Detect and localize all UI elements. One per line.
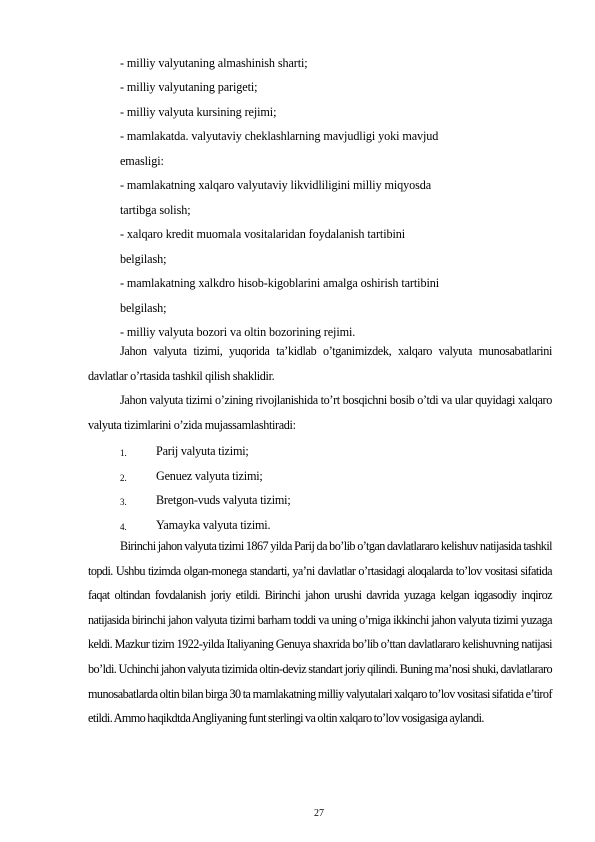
list-number: 4.	[120, 522, 127, 532]
text-line: belgilash;	[120, 301, 167, 315]
paragraph: Birinchi jahon valyuta tizimi 1867 yilda Parij da bo’lib o’tgan davlatlararo kelishuv natijasida tashkil topdi. Ushbu tizimda olgan-monega standarti, ya’ni davlatlar o’rtasidagi aloqalarda to’lov vositasi sifatida faqat oltindan fovdalanish joriy etildi. Birinchi jahon urushi davrida yuzaga kelgan iqgasodiy inqiroz natijasida birinchi jahon valyuta tizimi barham toddi va uning o’rniga ikkinchi jahon valyuta tizimi yuzaga keldi. Mazkur tizim 1922-yilda Italiyaning Genuya shaxrida bo’lib o’ttan davlatlararo kelishuvning natijasi bo’ldi. Uchinchi jahon valyuta tizimida oltin-deviz standart joriy qilindi. Buning ma’nosi shuki, davlatlararo munosabatlarda oltin bilan birga 30 ta mamlakatning milliy valyutalari xalqaro to’lov vositasi sifatida e’tirof etildi. Ammo haqikdtda Angliyaning funt sterlingi va oltin xalqaro to’lov vosigasiga aylandi.	[88, 539, 552, 726]
text-line: belgilash;	[120, 252, 167, 266]
text-line: - milliy valyuta kursining rejimi;	[120, 105, 277, 119]
text-line: - mamlakatda. valyutaviy cheklashlarning mavjudligi yoki mavjud	[120, 129, 439, 143]
text-line: - xalqaro kredit muomala vositalaridan foydalanish tartibini	[120, 227, 406, 241]
text-line: tartibga solish;	[120, 203, 191, 217]
text-line: - milliy valyutaning almashinish sharti;	[120, 56, 308, 70]
text-line: - milliy valyuta bozori va oltin bozorining rejimi.	[120, 325, 356, 339]
list-number: 2.	[120, 473, 127, 483]
list-number: 1.	[120, 448, 127, 458]
text-line: - mamlakatning xalqaro valyutaviy likvidliligini milliy miqyosda	[120, 178, 432, 192]
list-item: Yamayka valyuta tizimi.	[156, 518, 271, 532]
text-line: emasligi:	[120, 154, 164, 168]
page-number: 27	[314, 808, 324, 819]
paragraph: Jahon valyuta tizimi o’zining rivojlanishida to’rt bosqichni bosib o’tdi va ular quyidagi xalqaro valyuta tizimlarini o’zida mujassamlashtiradi:	[88, 393, 552, 432]
text-line: - milliy valyutaning parigeti;	[120, 80, 258, 94]
paragraph: Jahon valyuta tizimi, yuqorida ta’kidlab o’tganimizdek, xalqaro valyuta munosabatlarini davlatlar o’rtasida tashkil qilish shaklidir.	[88, 344, 552, 383]
list-item: Parij valyuta tizimi;	[156, 444, 249, 458]
list-item: Bretgon-vuds valyuta tizimi;	[156, 493, 291, 507]
list-number: 3.	[120, 497, 127, 507]
list-item: Genuez valyuta tizimi;	[156, 469, 263, 483]
text-line: - mamlakatning xalkdro hisob-kigoblarini amalga oshirish tartibini	[120, 276, 440, 290]
